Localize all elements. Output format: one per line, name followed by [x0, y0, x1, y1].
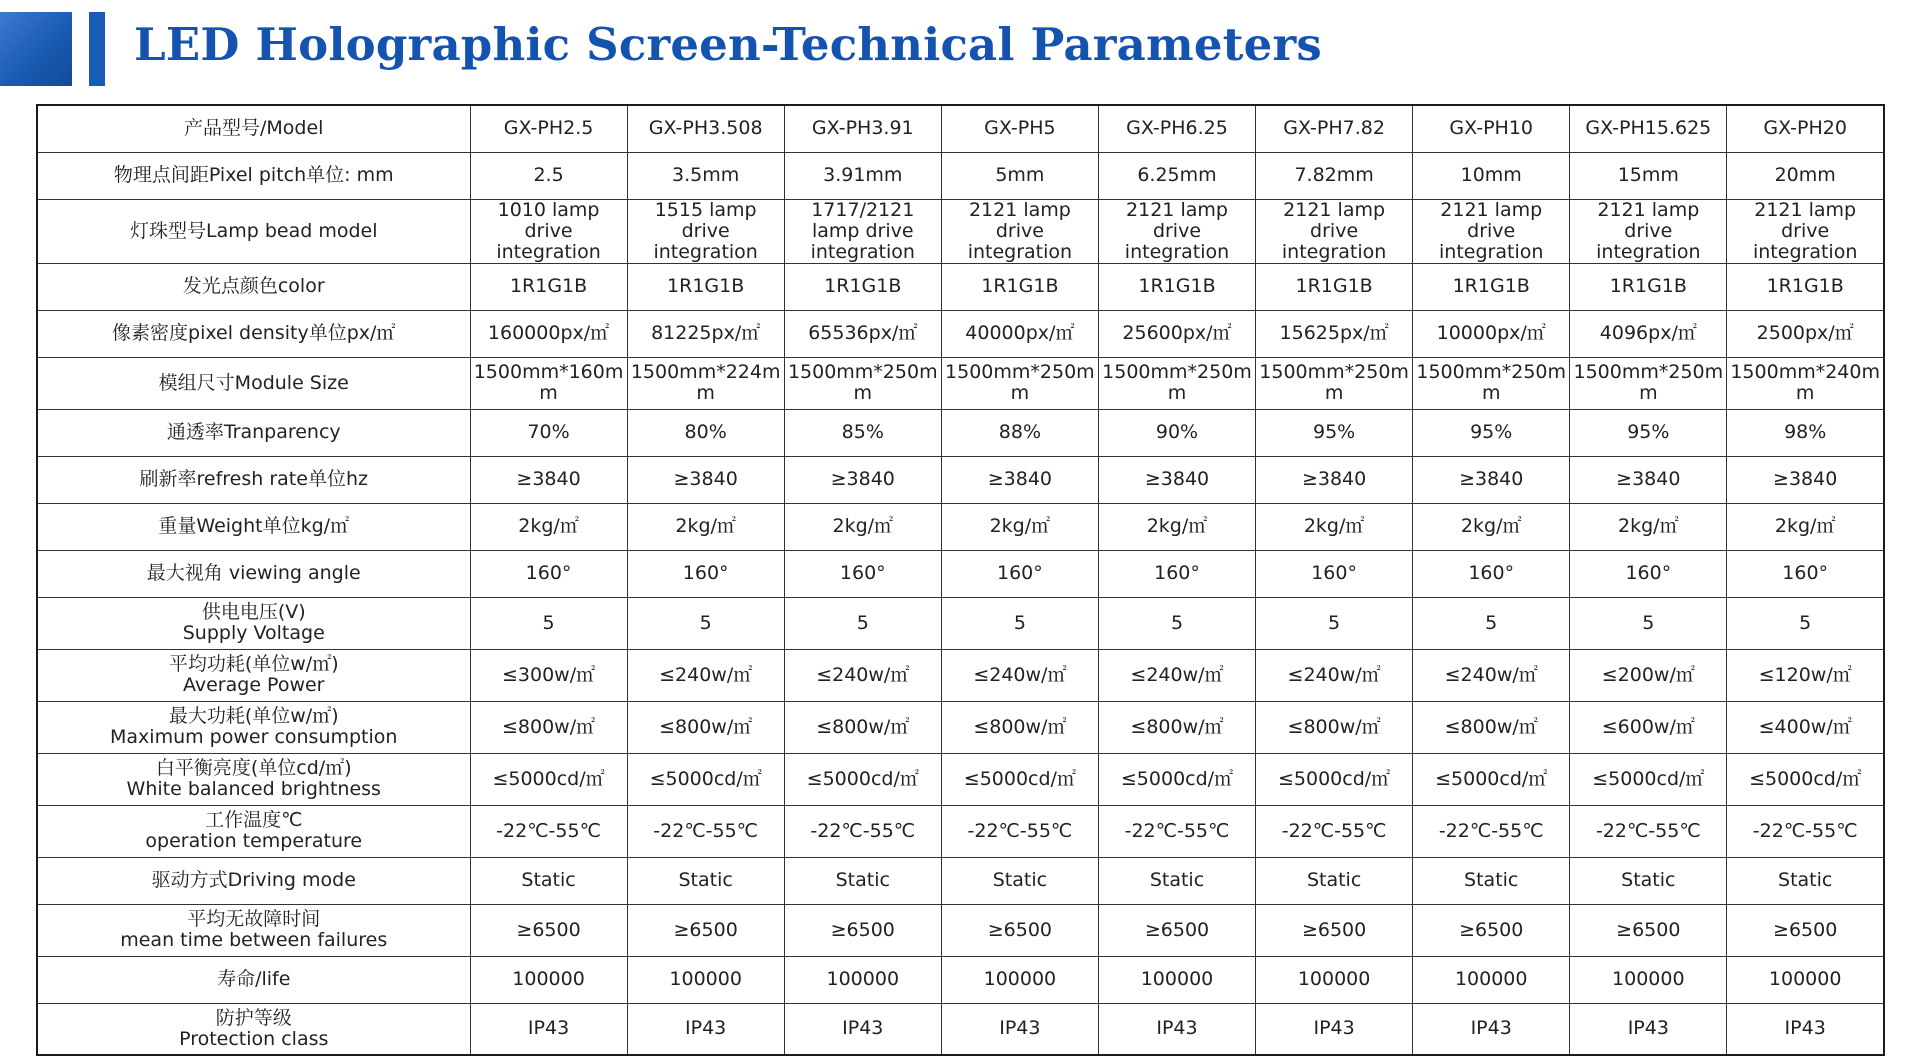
value-cell: 2kg/㎡: [1256, 503, 1413, 550]
value-cell: ≥3840: [627, 456, 784, 503]
value-cell: 1R1G1B: [1256, 263, 1413, 310]
row-label-line: White balanced brightness: [126, 778, 381, 800]
value-cell: 100000: [941, 956, 1098, 1003]
row-label: [37, 550, 470, 597]
value-cell: ≤5000cd/㎡: [470, 753, 627, 805]
value-cell: ≥3840: [1413, 456, 1570, 503]
value-cell: 100000: [1413, 956, 1570, 1003]
value-cell: 5: [1413, 597, 1570, 649]
value-cell: ≤5000cd/㎡: [1256, 753, 1413, 805]
value-cell: -22℃-55℃: [784, 805, 941, 857]
value-cell: -22℃-55℃: [941, 805, 1098, 857]
table-row: [37, 263, 1884, 310]
value-cell: 15mm: [1570, 152, 1727, 199]
value-cell: 70%: [470, 409, 627, 456]
value-cell: Static: [941, 857, 1098, 904]
value-cell: 1500mm*224mm: [627, 357, 784, 409]
value-cell: ≥3840: [941, 456, 1098, 503]
value-cell: 2kg/㎡: [627, 503, 784, 550]
value-cell: 65536px/㎡: [784, 310, 941, 357]
table-row: [37, 550, 1884, 597]
value-cell: 1010 lamp drive integration: [470, 199, 627, 263]
header-accent-bar: [89, 12, 105, 86]
value-cell: 2kg/㎡: [1570, 503, 1727, 550]
row-label: [37, 597, 470, 649]
value-cell: ≥6500: [470, 904, 627, 956]
value-cell: 40000px/㎡: [941, 310, 1098, 357]
value-cell: ≤240w/㎡: [784, 649, 941, 701]
value-cell: ≥6500: [1098, 904, 1255, 956]
value-cell: -22℃-55℃: [1098, 805, 1255, 857]
table-row: [37, 805, 1884, 857]
value-cell: 5: [784, 597, 941, 649]
value-cell: ≤240w/㎡: [1256, 649, 1413, 701]
value-cell: Static: [1256, 857, 1413, 904]
value-cell: ≥6500: [1413, 904, 1570, 956]
table-row: [37, 503, 1884, 550]
row-label-line: Protection class: [179, 1027, 329, 1050]
value-cell: Static: [627, 857, 784, 904]
page-header: [0, 0, 1915, 92]
table-row: [37, 152, 1884, 199]
value-cell: 6.25mm: [1098, 152, 1255, 199]
row-label: [37, 701, 470, 753]
value-cell: ≥3840: [1727, 456, 1884, 503]
table-row: [37, 956, 1884, 1003]
value-cell: IP43: [1727, 1003, 1884, 1055]
row-label: [37, 152, 470, 199]
value-cell: 100000: [784, 956, 941, 1003]
value-cell: 25600px/㎡: [1098, 310, 1255, 357]
value-cell: 5: [1727, 597, 1884, 649]
value-cell: 1R1G1B: [470, 263, 627, 310]
row-label: 产品型号/Model: [37, 105, 470, 152]
value-cell: ≤300w/㎡: [470, 649, 627, 701]
value-cell: 4096px/㎡: [1570, 310, 1727, 357]
value-cell: 85%: [784, 409, 941, 456]
value-cell: 3.91mm: [784, 152, 941, 199]
value-cell: 160°: [470, 550, 627, 597]
value-cell: ≤400w/㎡: [1727, 701, 1884, 753]
table-row: [37, 701, 1884, 753]
value-cell: 1515 lamp drive integration: [627, 199, 784, 263]
value-cell: 1R1G1B: [784, 263, 941, 310]
value-cell: ≤800w/㎡: [1098, 701, 1255, 753]
value-cell: 1500mm*250mm: [1570, 357, 1727, 409]
value-cell: -22℃-55℃: [1256, 805, 1413, 857]
row-label-line: 刷新率refresh rate单位hz: [139, 468, 368, 490]
value-cell: ≤240w/㎡: [627, 649, 784, 701]
row-label: [37, 956, 470, 1003]
value-cell: IP43: [1256, 1003, 1413, 1055]
value-cell: ≤5000cd/㎡: [1570, 753, 1727, 805]
value-cell: 160°: [1256, 550, 1413, 597]
model-header-cell: GX-PH3.91: [784, 105, 941, 152]
value-cell: ≤600w/㎡: [1570, 701, 1727, 753]
row-label-line: 重量Weight单位kg/㎡: [158, 515, 350, 537]
row-label: [37, 805, 470, 857]
value-cell: 5mm: [941, 152, 1098, 199]
page-title: LED Holographic Screen-Technical Parameters: [134, 18, 1322, 71]
value-cell: ≤5000cd/㎡: [1098, 753, 1255, 805]
row-label: [37, 199, 470, 263]
value-cell: 95%: [1570, 409, 1727, 456]
row-label: [37, 857, 470, 904]
value-cell: 5: [941, 597, 1098, 649]
value-cell: 90%: [1098, 409, 1255, 456]
value-cell: ≤5000cd/㎡: [1727, 753, 1884, 805]
row-label-line: 平均功耗(单位w/㎡): [168, 653, 339, 675]
value-cell: Static: [1570, 857, 1727, 904]
model-header-cell: GX-PH7.82: [1256, 105, 1413, 152]
row-label-line: 模组尺寸Module Size: [158, 371, 349, 394]
value-cell: ≥6500: [1727, 904, 1884, 956]
value-cell: 95%: [1413, 409, 1570, 456]
model-header-cell: GX-PH3.508: [627, 105, 784, 152]
row-label-line: 最大功耗(单位w/㎡): [168, 705, 339, 727]
row-label-line: 供电电压(V): [201, 601, 306, 623]
model-header-cell: GX-PH6.25: [1098, 105, 1255, 152]
value-cell: 20mm: [1727, 152, 1884, 199]
value-cell: 1R1G1B: [941, 263, 1098, 310]
value-cell: 5: [627, 597, 784, 649]
row-label-line: 像素密度pixel density单位px/㎡: [112, 322, 396, 344]
value-cell: ≥3840: [1570, 456, 1727, 503]
row-label-line: 工作温度℃: [205, 809, 303, 831]
row-label-line: 发光点颜色color: [182, 275, 325, 297]
row-label: [37, 456, 470, 503]
value-cell: 1R1G1B: [1570, 263, 1727, 310]
value-cell: 100000: [627, 956, 784, 1003]
table-row: [37, 597, 1884, 649]
value-cell: 1500mm*250mm: [1413, 357, 1570, 409]
value-cell: 2121 lamp drive integration: [1727, 199, 1884, 263]
table-row: [37, 357, 1884, 409]
table-row: [37, 753, 1884, 805]
value-cell: -22℃-55℃: [1727, 805, 1884, 857]
value-cell: 7.82mm: [1256, 152, 1413, 199]
model-header-cell: GX-PH15.625: [1570, 105, 1727, 152]
value-cell: 2121 lamp drive integration: [1256, 199, 1413, 263]
model-header-cell: GX-PH20: [1727, 105, 1884, 152]
value-cell: ≥6500: [941, 904, 1098, 956]
value-cell: 2kg/㎡: [1098, 503, 1255, 550]
value-cell: 2500px/㎡: [1727, 310, 1884, 357]
table-row: [37, 409, 1884, 456]
value-cell: 1R1G1B: [1098, 263, 1255, 310]
value-cell: 160°: [784, 550, 941, 597]
row-label-line: 灯珠型号Lamp bead model: [130, 219, 378, 242]
value-cell: 2121 lamp drive integration: [1098, 199, 1255, 263]
value-cell: Static: [1727, 857, 1884, 904]
value-cell: 1R1G1B: [627, 263, 784, 310]
value-cell: 1500mm*250mm: [1098, 357, 1255, 409]
value-cell: ≤240w/㎡: [1098, 649, 1255, 701]
value-cell: 5: [1570, 597, 1727, 649]
row-label-line: operation temperature: [145, 830, 363, 852]
value-cell: 1500mm*250mm: [784, 357, 941, 409]
value-cell: 1500mm*250mm: [941, 357, 1098, 409]
value-cell: ≤5000cd/㎡: [1413, 753, 1570, 805]
value-cell: ≤5000cd/㎡: [941, 753, 1098, 805]
row-label: [37, 503, 470, 550]
row-label: [37, 357, 470, 409]
value-cell: ≤5000cd/㎡: [627, 753, 784, 805]
row-label-line: 物理点间距Pixel pitch单位: mm: [113, 164, 394, 186]
value-cell: 1717/2121 lamp drive integration: [784, 199, 941, 263]
row-label-line: 平均无故障时间: [187, 908, 321, 930]
model-header-cell: GX-PH2.5: [470, 105, 627, 152]
value-cell: IP43: [1570, 1003, 1727, 1055]
value-cell: IP43: [627, 1003, 784, 1055]
value-cell: Static: [1098, 857, 1255, 904]
value-cell: 5: [470, 597, 627, 649]
value-cell: -22℃-55℃: [1413, 805, 1570, 857]
value-cell: 100000: [1727, 956, 1884, 1003]
row-label: [37, 310, 470, 357]
value-cell: 160000px/㎡: [470, 310, 627, 357]
value-cell: ≤240w/㎡: [1413, 649, 1570, 701]
value-cell: 5: [1256, 597, 1413, 649]
value-cell: 100000: [470, 956, 627, 1003]
value-cell: 95%: [1256, 409, 1413, 456]
value-cell: 2kg/㎡: [1727, 503, 1884, 550]
value-cell: 80%: [627, 409, 784, 456]
value-cell: Static: [784, 857, 941, 904]
value-cell: ≥6500: [784, 904, 941, 956]
row-label-line: 最大视角 viewing angle: [146, 562, 361, 584]
table-row: [37, 904, 1884, 956]
model-header-cell: GX-PH5: [941, 105, 1098, 152]
value-cell: IP43: [784, 1003, 941, 1055]
value-cell: IP43: [470, 1003, 627, 1055]
value-cell: 1500mm*250mm: [1256, 357, 1413, 409]
value-cell: 1R1G1B: [1727, 263, 1884, 310]
row-label-line: 寿命/life: [217, 968, 291, 990]
row-label-line: Average Power: [182, 674, 325, 696]
value-cell: ≤800w/㎡: [1413, 701, 1570, 753]
value-cell: 160°: [1413, 550, 1570, 597]
value-cell: 88%: [941, 409, 1098, 456]
value-cell: ≥3840: [784, 456, 941, 503]
value-cell: 2121 lamp drive integration: [1413, 199, 1570, 263]
value-cell: ≥3840: [1098, 456, 1255, 503]
row-label-line: mean time between failures: [120, 929, 388, 951]
table-row: [37, 456, 1884, 503]
value-cell: 2121 lamp drive integration: [1570, 199, 1727, 263]
value-cell: ≤120w/㎡: [1727, 649, 1884, 701]
value-cell: 160°: [627, 550, 784, 597]
value-cell: ≥3840: [1256, 456, 1413, 503]
value-cell: 160°: [941, 550, 1098, 597]
value-cell: ≤800w/㎡: [784, 701, 941, 753]
row-label: [37, 649, 470, 701]
table-row: [37, 1003, 1884, 1055]
value-cell: IP43: [1098, 1003, 1255, 1055]
value-cell: 2kg/㎡: [470, 503, 627, 550]
value-cell: -22℃-55℃: [627, 805, 784, 857]
value-cell: IP43: [1413, 1003, 1570, 1055]
value-cell: ≤800w/㎡: [470, 701, 627, 753]
value-cell: 1500mm*240mm: [1727, 357, 1884, 409]
value-cell: ≥6500: [1570, 904, 1727, 956]
table-row: [37, 857, 1884, 904]
value-cell: -22℃-55℃: [1570, 805, 1727, 857]
value-cell: Static: [1413, 857, 1570, 904]
value-cell: 81225px/㎡: [627, 310, 784, 357]
model-header-cell: GX-PH10: [1413, 105, 1570, 152]
spec-table: [36, 104, 1885, 1056]
value-cell: ≤800w/㎡: [1256, 701, 1413, 753]
value-cell: ≥6500: [1256, 904, 1413, 956]
value-cell: 160°: [1570, 550, 1727, 597]
value-cell: ≤5000cd/㎡: [784, 753, 941, 805]
value-cell: 1R1G1B: [1413, 263, 1570, 310]
row-label: [37, 263, 470, 310]
row-label-line: Maximum power consumption: [110, 726, 398, 748]
value-cell: 2kg/㎡: [784, 503, 941, 550]
table-row: [37, 199, 1884, 263]
row-label-line: Supply Voltage: [182, 622, 325, 644]
value-cell: ≥6500: [627, 904, 784, 956]
value-cell: 100000: [1256, 956, 1413, 1003]
value-cell: ≥3840: [470, 456, 627, 503]
row-label: [37, 904, 470, 956]
value-cell: 2kg/㎡: [941, 503, 1098, 550]
row-label-line: 白平衡亮度(单位cd/㎡): [155, 757, 352, 779]
row-label-line: 通透率Tranparency: [166, 421, 341, 443]
value-cell: 10mm: [1413, 152, 1570, 199]
row-label-line: 驱动方式Driving mode: [151, 869, 356, 891]
table-row: [37, 649, 1884, 701]
value-cell: 2.5: [470, 152, 627, 199]
value-cell: 15625px/㎡: [1256, 310, 1413, 357]
value-cell: -22℃-55℃: [470, 805, 627, 857]
value-cell: ≤200w/㎡: [1570, 649, 1727, 701]
value-cell: 98%: [1727, 409, 1884, 456]
value-cell: 10000px/㎡: [1413, 310, 1570, 357]
value-cell: 3.5mm: [627, 152, 784, 199]
value-cell: ≤800w/㎡: [627, 701, 784, 753]
value-cell: 160°: [1098, 550, 1255, 597]
table-header-row: [37, 105, 1884, 152]
value-cell: Static: [470, 857, 627, 904]
value-cell: 160°: [1727, 550, 1884, 597]
value-cell: 1500mm*160mm: [470, 357, 627, 409]
row-label: [37, 753, 470, 805]
value-cell: 2121 lamp drive integration: [941, 199, 1098, 263]
value-cell: 2kg/㎡: [1413, 503, 1570, 550]
value-cell: IP43: [941, 1003, 1098, 1055]
row-label: [37, 1003, 470, 1055]
row-label: [37, 409, 470, 456]
header-accent-block: [0, 12, 72, 86]
value-cell: ≤800w/㎡: [941, 701, 1098, 753]
row-label-line: 防护等级: [215, 1006, 292, 1029]
value-cell: 100000: [1098, 956, 1255, 1003]
value-cell: ≤240w/㎡: [941, 649, 1098, 701]
value-cell: 5: [1098, 597, 1255, 649]
value-cell: 100000: [1570, 956, 1727, 1003]
table-row: [37, 310, 1884, 357]
